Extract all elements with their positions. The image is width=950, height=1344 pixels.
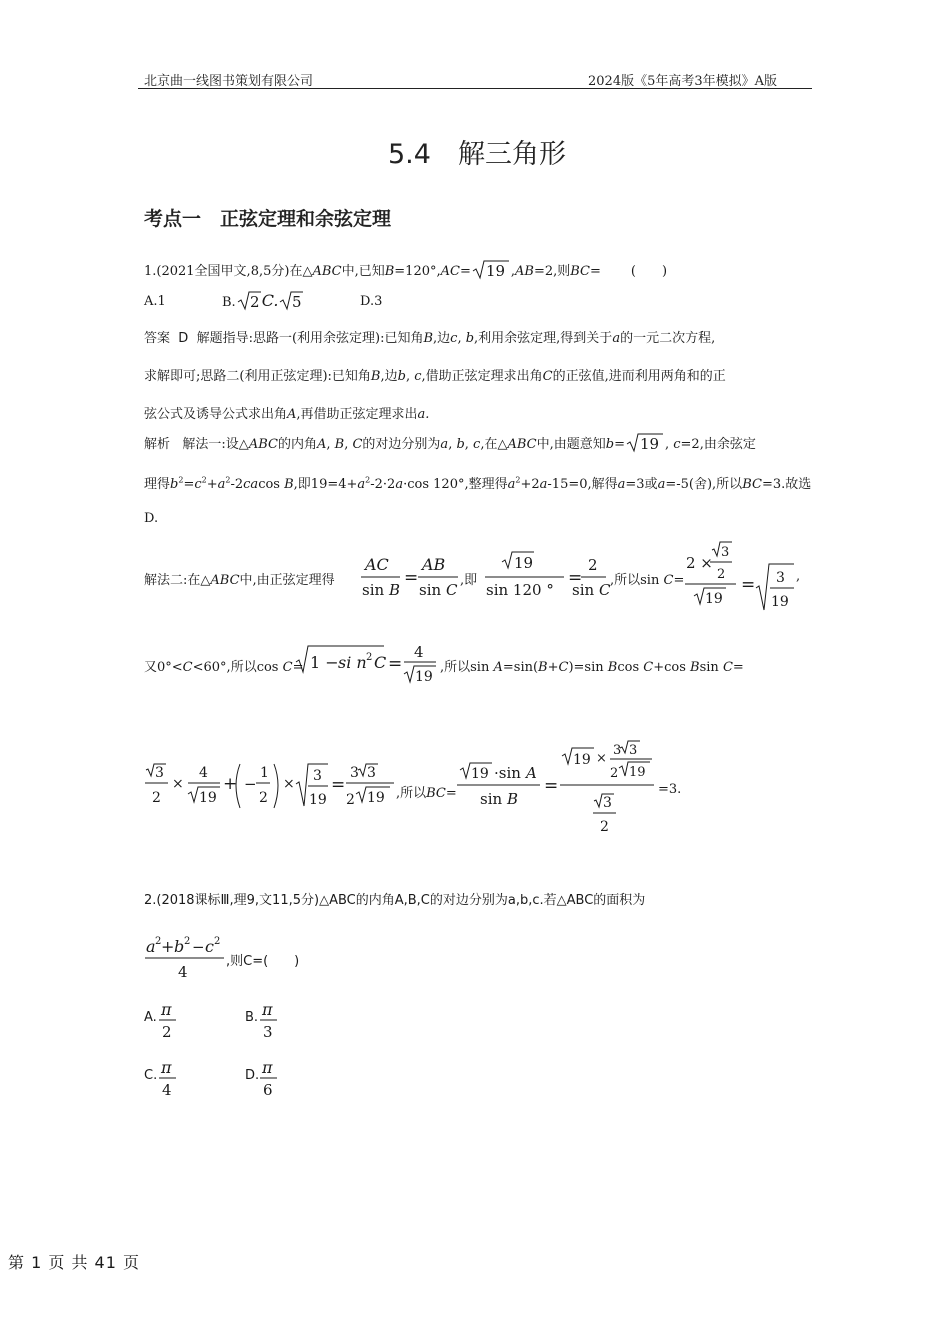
sqrt19-symbol <box>471 259 511 281</box>
area-fraction <box>144 934 228 982</box>
svg-text:π: π <box>161 1000 172 1019</box>
q1-hint-line3: 弦公式及诱导公式求出角A,再借助正弦定理求出a. <box>144 407 430 422</box>
svg-text:+: + <box>161 937 175 956</box>
svg-text:4: 4 <box>178 963 188 981</box>
svg-text:19: 19 <box>705 591 723 607</box>
svg-text:4: 4 <box>414 643 424 661</box>
svg-text:19: 19 <box>629 765 646 780</box>
svg-text:c: c <box>205 937 214 956</box>
svg-text:−: − <box>244 775 257 793</box>
svg-text:π: π <box>262 1000 273 1019</box>
svg-text:=: = <box>404 568 419 588</box>
svg-text:19: 19 <box>639 435 660 453</box>
svg-text:2: 2 <box>249 293 260 311</box>
svg-text:×: × <box>283 776 295 792</box>
svg-text:2: 2 <box>214 936 221 947</box>
svg-text:3: 3 <box>629 743 638 758</box>
svg-text:5: 5 <box>292 293 302 311</box>
svg-text:2: 2 <box>184 936 191 947</box>
sinC-formula <box>684 540 804 616</box>
svg-text:2: 2 <box>346 792 355 808</box>
svg-text:=: = <box>331 775 346 795</box>
svg-text:π: π <box>161 1058 172 1077</box>
q1-hint-line2: 求解即可;思路二(利用正弦定理):已知角B,边b, c,借助正弦定理求出角C的正弦值,进而利用两角和的正 <box>144 369 726 384</box>
svg-text:a: a <box>146 937 156 956</box>
svg-text:2: 2 <box>610 766 619 781</box>
svg-text:=: = <box>741 575 756 595</box>
header-divider <box>138 88 812 89</box>
svg-text:1 −: 1 − <box>310 653 339 672</box>
svg-text:2: 2 <box>588 556 598 574</box>
q1-method1-line1: 解析 解法一:设△ABC的内角A, B, C的对边分别为a, b, c,在△ABC中,由题意知b= 19 , c=2,由余弦定 <box>144 435 756 453</box>
svg-text:19: 19 <box>471 766 489 782</box>
svg-text:3: 3 <box>155 765 164 781</box>
q1-option-bc: B. 2 C. 5 <box>222 291 302 311</box>
svg-text:=: = <box>388 654 403 674</box>
svg-text:2: 2 <box>717 567 726 582</box>
q1-method2-line3: 3 2 × 4 19 + − 1 2 × 3 19 = 3 3 2 19 ,所以BC= 19 ·sin A sin B = 19 × 3 3 2 19 3 2 =3. <box>144 738 704 838</box>
svg-text:19: 19 <box>415 669 433 685</box>
q1-method1-line2: 理得$b^2=c^2+a^2-2cacos$ B,即$19=4+a^2-2\cdot 2a\cdot\cos$ 120°,整理得$a^2+2a-15=0$,解得a=3或a=-5(舍),所以BC=3.故选 <box>144 475 812 492</box>
q1-stem: 1.(2021全国甲文,8,5分)在△ABC中,已知B=120°,AC= 19 ,AB=2,则BC= ( ) <box>144 259 667 281</box>
svg-text:19: 19 <box>199 790 217 806</box>
svg-text:2: 2 <box>152 790 161 806</box>
svg-text:−: − <box>192 938 205 956</box>
svg-text:4: 4 <box>162 1081 172 1099</box>
svg-text:si n: si n <box>338 653 367 672</box>
q1-option-a: A.1 <box>144 294 166 309</box>
svg-text:2: 2 <box>155 936 162 947</box>
svg-text:3: 3 <box>367 765 376 781</box>
q1-answer-hint: 答案 D 解题指导:思路一(利用余弦定理):已知角B,边c, b,利用余弦定理,得到关于a的一元二次方程, <box>144 331 716 346</box>
svg-text:3: 3 <box>313 768 322 784</box>
cosC-formula <box>294 638 444 688</box>
svg-text:3: 3 <box>263 1023 273 1041</box>
svg-text:3: 3 <box>721 545 730 560</box>
svg-text:AC: AC <box>365 555 389 574</box>
BC-result-formula <box>456 738 660 838</box>
svg-text:19: 19 <box>485 262 505 280</box>
svg-text:b: b <box>174 937 185 956</box>
svg-text:2: 2 <box>600 819 609 835</box>
svg-text:2 ×: 2 × <box>686 554 713 572</box>
svg-text:sin 120 °: sin 120 ° <box>486 581 554 599</box>
svg-text:=: = <box>568 568 583 588</box>
svg-text:19: 19 <box>309 792 327 808</box>
svg-text:3: 3 <box>613 743 622 758</box>
svg-text:sin C: sin C <box>572 581 611 599</box>
svg-text:6: 6 <box>263 1081 273 1099</box>
svg-text:sin B: sin B <box>480 790 518 808</box>
svg-text:sin C: sin C <box>419 581 458 599</box>
svg-text:19: 19 <box>514 554 534 572</box>
svg-text:19: 19 <box>771 594 789 610</box>
svg-text:3: 3 <box>776 570 785 586</box>
page-number: 第 1 页 共 41 页 <box>8 1253 140 1272</box>
page-title: 5.4 解三角形 <box>388 139 566 170</box>
svg-text:3: 3 <box>350 765 359 781</box>
law-of-sines-formula <box>360 550 460 600</box>
svg-text:19: 19 <box>573 752 591 768</box>
law-of-sines-substituted <box>484 550 611 600</box>
svg-text:sin B: sin B <box>362 581 400 599</box>
svg-text:×: × <box>596 751 607 766</box>
svg-text:π: π <box>262 1058 273 1077</box>
header-edition: 2024版《5年高考3年模拟》A版 <box>588 74 778 89</box>
section-title: 考点一 正弦定理和余弦定理 <box>144 208 392 230</box>
svg-text:19: 19 <box>367 790 385 806</box>
svg-text:×: × <box>172 776 184 792</box>
q1-option-d: D.3 <box>360 294 383 309</box>
header-publisher: 北京曲一线图书策划有限公司 <box>144 74 314 89</box>
svg-text:3: 3 <box>603 795 612 811</box>
q2-stem: 2.(2018课标Ⅲ,理9,文11,5分)△ABC的内角A,B,C的对边分别为a,b,c.若△ABC的面积为 <box>144 893 646 908</box>
svg-text:C: C <box>374 653 387 672</box>
svg-text:=: = <box>544 776 559 796</box>
svg-text:+: + <box>223 774 238 794</box>
svg-text:A: A <box>526 764 537 782</box>
svg-text:2: 2 <box>366 652 373 663</box>
svg-text:4: 4 <box>199 765 208 781</box>
svg-text:AB: AB <box>422 555 446 574</box>
svg-text:·sin: ·sin <box>494 764 521 782</box>
svg-text:2: 2 <box>162 1023 172 1041</box>
sinA-expansion <box>144 760 396 816</box>
q1-method1-line3: D. <box>144 511 159 526</box>
svg-text:1: 1 <box>260 765 269 781</box>
svg-text:2: 2 <box>259 790 268 806</box>
